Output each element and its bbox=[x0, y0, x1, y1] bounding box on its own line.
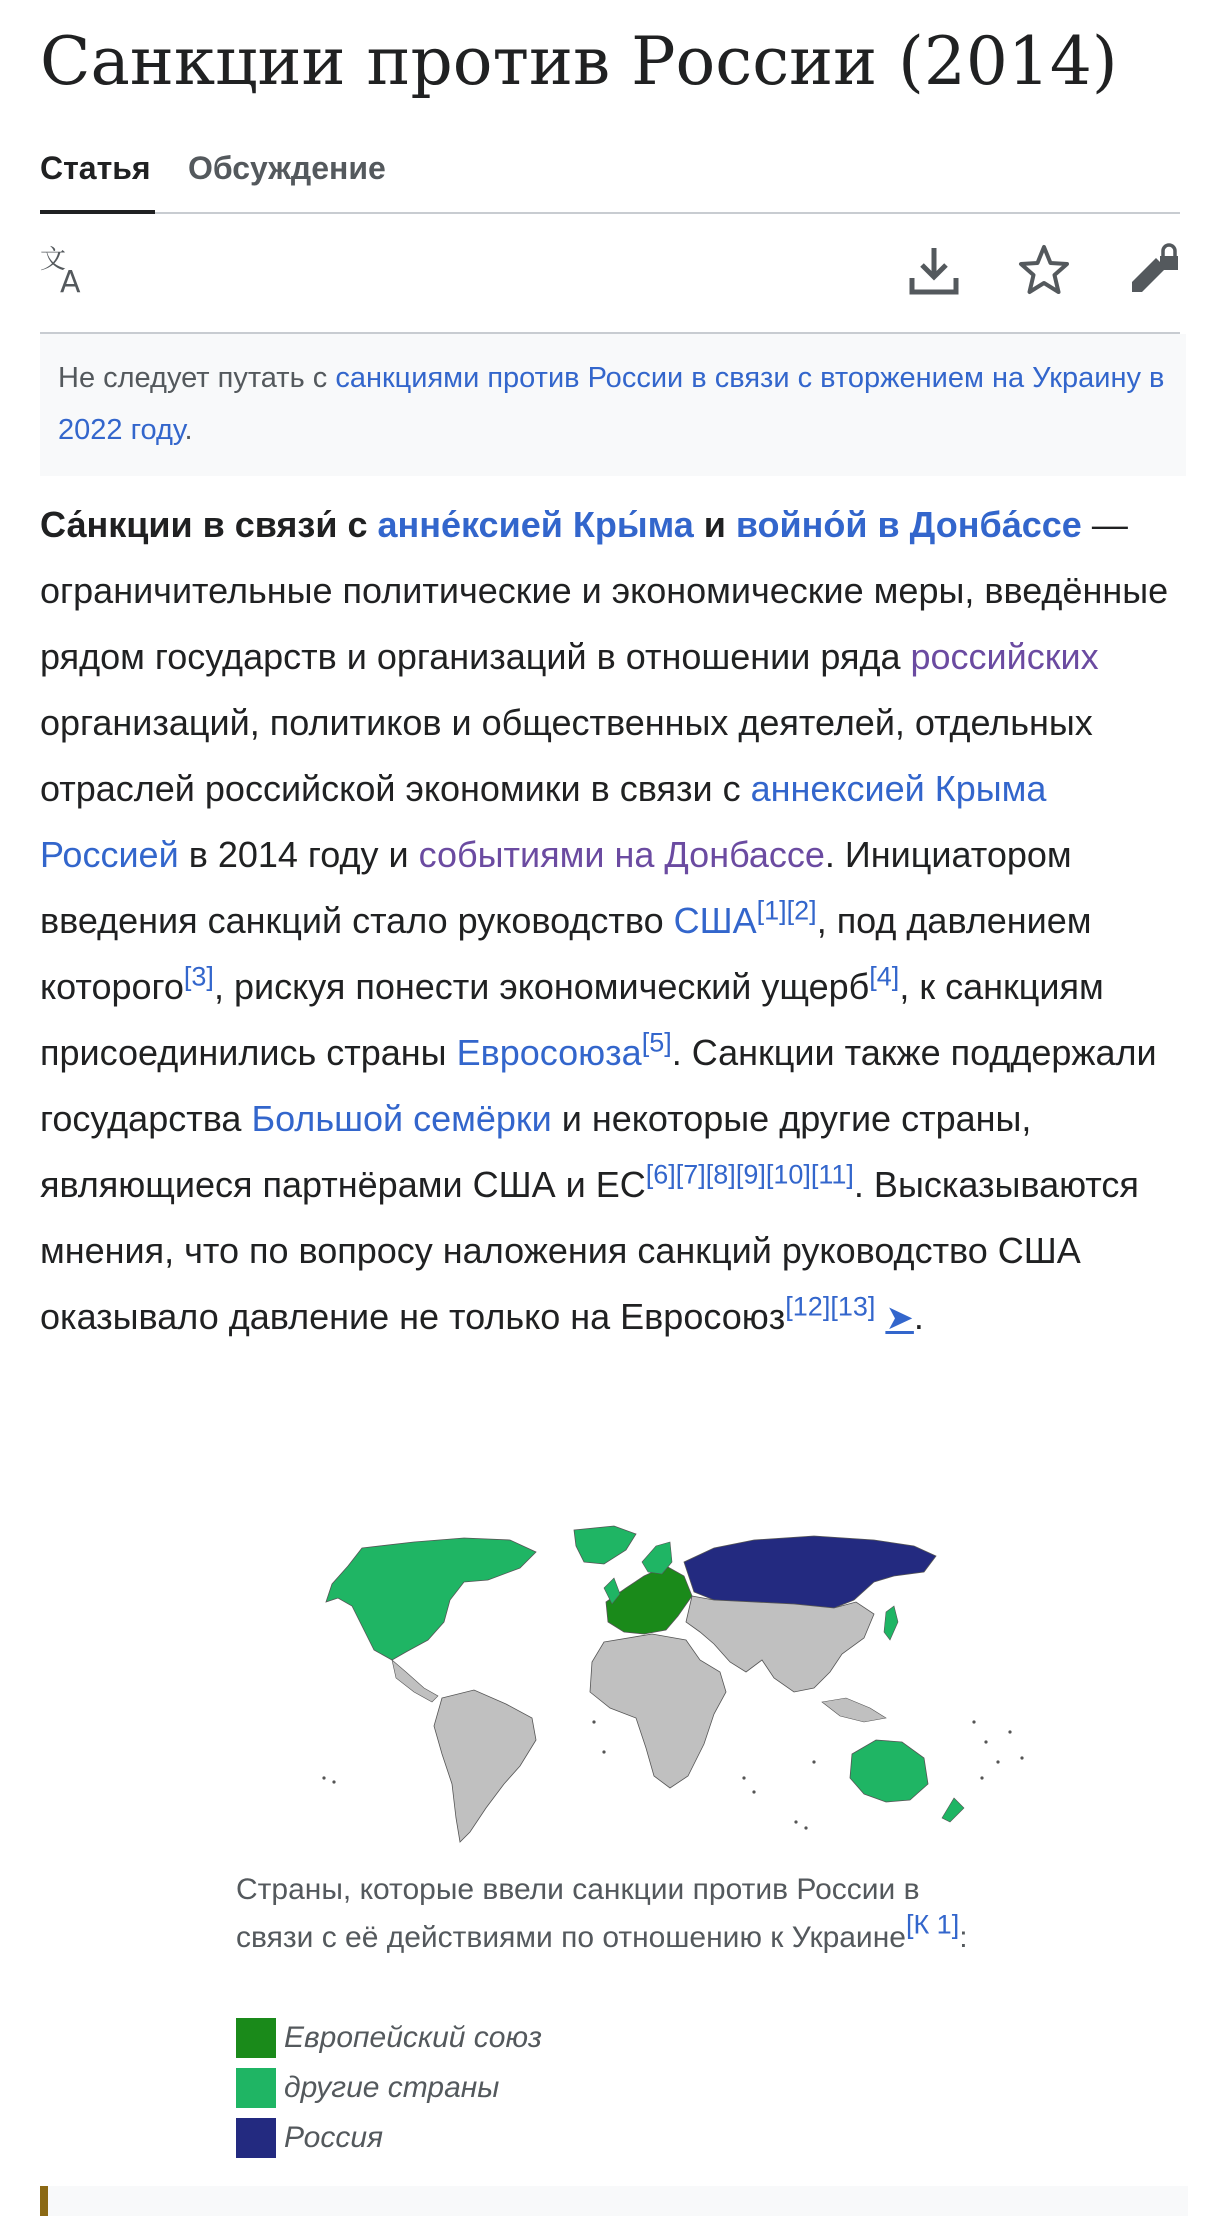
map-island bbox=[752, 1790, 755, 1793]
map-island bbox=[332, 1780, 335, 1783]
map-se-asia bbox=[822, 1698, 886, 1722]
map-central-america bbox=[392, 1660, 438, 1702]
map-south-america bbox=[434, 1690, 536, 1842]
ref-10[interactable]: [10] bbox=[765, 1159, 811, 1190]
ref-8[interactable]: [8] bbox=[705, 1159, 736, 1190]
ref-3[interactable]: [3] bbox=[183, 961, 214, 992]
map-island bbox=[322, 1776, 325, 1779]
map-island bbox=[984, 1740, 987, 1743]
ref-12[interactable]: [12] bbox=[785, 1291, 831, 1322]
map-australia bbox=[850, 1740, 928, 1802]
page-title: Санкции против России (2014) bbox=[40, 23, 1118, 100]
map-island bbox=[812, 1760, 815, 1763]
legend-label-russia: Россия bbox=[284, 2121, 384, 2154]
link-eu[interactable]: Евросоюза bbox=[456, 1032, 642, 1073]
world-map-image[interactable] bbox=[274, 1522, 1044, 1848]
link-donbas-events[interactable]: событиями на Донбассе bbox=[418, 834, 825, 875]
legend-swatch-russia bbox=[236, 2118, 276, 2158]
link-usa[interactable]: США bbox=[673, 900, 757, 941]
lead-paragraph bbox=[40, 492, 1190, 1351]
legend-swatch-eu bbox=[236, 2018, 276, 2058]
link-crimea-annexation[interactable]: анне́ксией Кры́ма bbox=[377, 504, 694, 545]
map-island bbox=[794, 1820, 797, 1823]
map-island bbox=[996, 1760, 999, 1763]
hatnote bbox=[40, 334, 1186, 476]
go-to-section-arrow-icon[interactable]: ➤ bbox=[885, 1299, 914, 1337]
caption-colon: : bbox=[959, 1921, 968, 1954]
page-tabs bbox=[40, 140, 1180, 214]
map-japan bbox=[884, 1606, 898, 1640]
text: . Высказываются мнения, что по вопросу наложения санкций руководство США оказывало давление не только на Евросоюз bbox=[40, 1164, 1139, 1337]
map-africa bbox=[590, 1634, 726, 1788]
map-island bbox=[742, 1776, 745, 1779]
text: в 2014 году и bbox=[178, 834, 419, 875]
ref-2[interactable]: [2] bbox=[786, 895, 817, 926]
map-europe-eu bbox=[606, 1566, 692, 1634]
map-new-zealand bbox=[942, 1798, 964, 1822]
map-island bbox=[972, 1720, 975, 1723]
map-north-america bbox=[326, 1538, 536, 1660]
ref-5[interactable]: [5] bbox=[641, 1027, 672, 1058]
ref-6[interactable]: [6] bbox=[645, 1159, 676, 1190]
ref-9[interactable]: [9] bbox=[735, 1159, 766, 1190]
text: — ограничительные политические и экономические меры, введённые рядом государств и организаций в отношении ряда bbox=[40, 504, 1169, 677]
legend-label-other: другие страны bbox=[284, 2071, 500, 2104]
figure-caption bbox=[236, 1866, 996, 1962]
ref-4[interactable]: [4] bbox=[869, 961, 900, 992]
map-island bbox=[1020, 1756, 1023, 1759]
legend-swatch-other bbox=[236, 2068, 276, 2108]
bold-term: Са́нкции в связи́ с bbox=[40, 504, 378, 545]
text: и некоторые другие страны, являющиеся партнёрами США и ЕС bbox=[40, 1098, 1032, 1205]
hatnote-link[interactable]: санкциями против России в связи с вторжением на Украину в 2022 году bbox=[58, 362, 1165, 446]
hatnote-text: Не следует путать с bbox=[58, 362, 336, 394]
ref-1[interactable]: [1] bbox=[756, 895, 787, 926]
legend-label-eu: Европейский союз bbox=[284, 2021, 542, 2054]
hatnote-end: . bbox=[184, 414, 193, 446]
tab-article[interactable]: Статья bbox=[40, 148, 155, 214]
caption-text: Страны, которые ввели санкции против России в связи с её действиями по отношению к Украине bbox=[236, 1873, 920, 1954]
svg-text:文: 文 bbox=[40, 245, 67, 275]
download-icon[interactable] bbox=[906, 242, 962, 298]
svg-text:A: A bbox=[60, 265, 81, 298]
text: , рискуя понести экономический ущерб bbox=[213, 966, 870, 1007]
text: . Инициатором введения санкций стало руководство bbox=[40, 834, 1072, 941]
text: . bbox=[913, 1296, 924, 1337]
link-russian[interactable]: российских bbox=[910, 636, 1099, 677]
next-section-box bbox=[40, 2186, 1188, 2216]
map-island bbox=[804, 1826, 807, 1829]
link-annexation[interactable]: аннексией Крыма Россией bbox=[40, 768, 1047, 875]
page-actions-toolbar bbox=[40, 212, 1180, 334]
ref-13[interactable]: [13] bbox=[830, 1291, 876, 1322]
text: , под давлением которого bbox=[40, 900, 1092, 1007]
link-g7[interactable]: Большой семёрки bbox=[251, 1098, 552, 1139]
edit-lock-icon[interactable] bbox=[1126, 242, 1182, 298]
map-island bbox=[1008, 1730, 1011, 1733]
text: организаций, политиков и общественных деятелей, отдельных отраслей российской экономики в связи с bbox=[40, 702, 1093, 809]
map-island bbox=[592, 1720, 595, 1723]
link-donbas-war[interactable]: войно́й в Донба́ссе bbox=[735, 504, 1082, 545]
text: , к санкциям присоединились страны bbox=[40, 966, 1104, 1073]
map-russia bbox=[684, 1536, 936, 1608]
ref-7[interactable]: [7] bbox=[675, 1159, 706, 1190]
tab-talk[interactable]: Обсуждение bbox=[188, 150, 386, 186]
text: . Санкции также поддержали государства bbox=[40, 1032, 1157, 1139]
bold-and: и bbox=[693, 504, 736, 545]
watch-star-icon[interactable] bbox=[1016, 242, 1072, 298]
ref-11[interactable]: [11] bbox=[810, 1159, 854, 1190]
map-greenland bbox=[574, 1526, 636, 1564]
map-island bbox=[980, 1776, 983, 1779]
language-icon[interactable] bbox=[38, 242, 94, 298]
caption-note-ref[interactable]: [К 1] bbox=[905, 1909, 960, 1940]
map-island bbox=[602, 1750, 605, 1753]
